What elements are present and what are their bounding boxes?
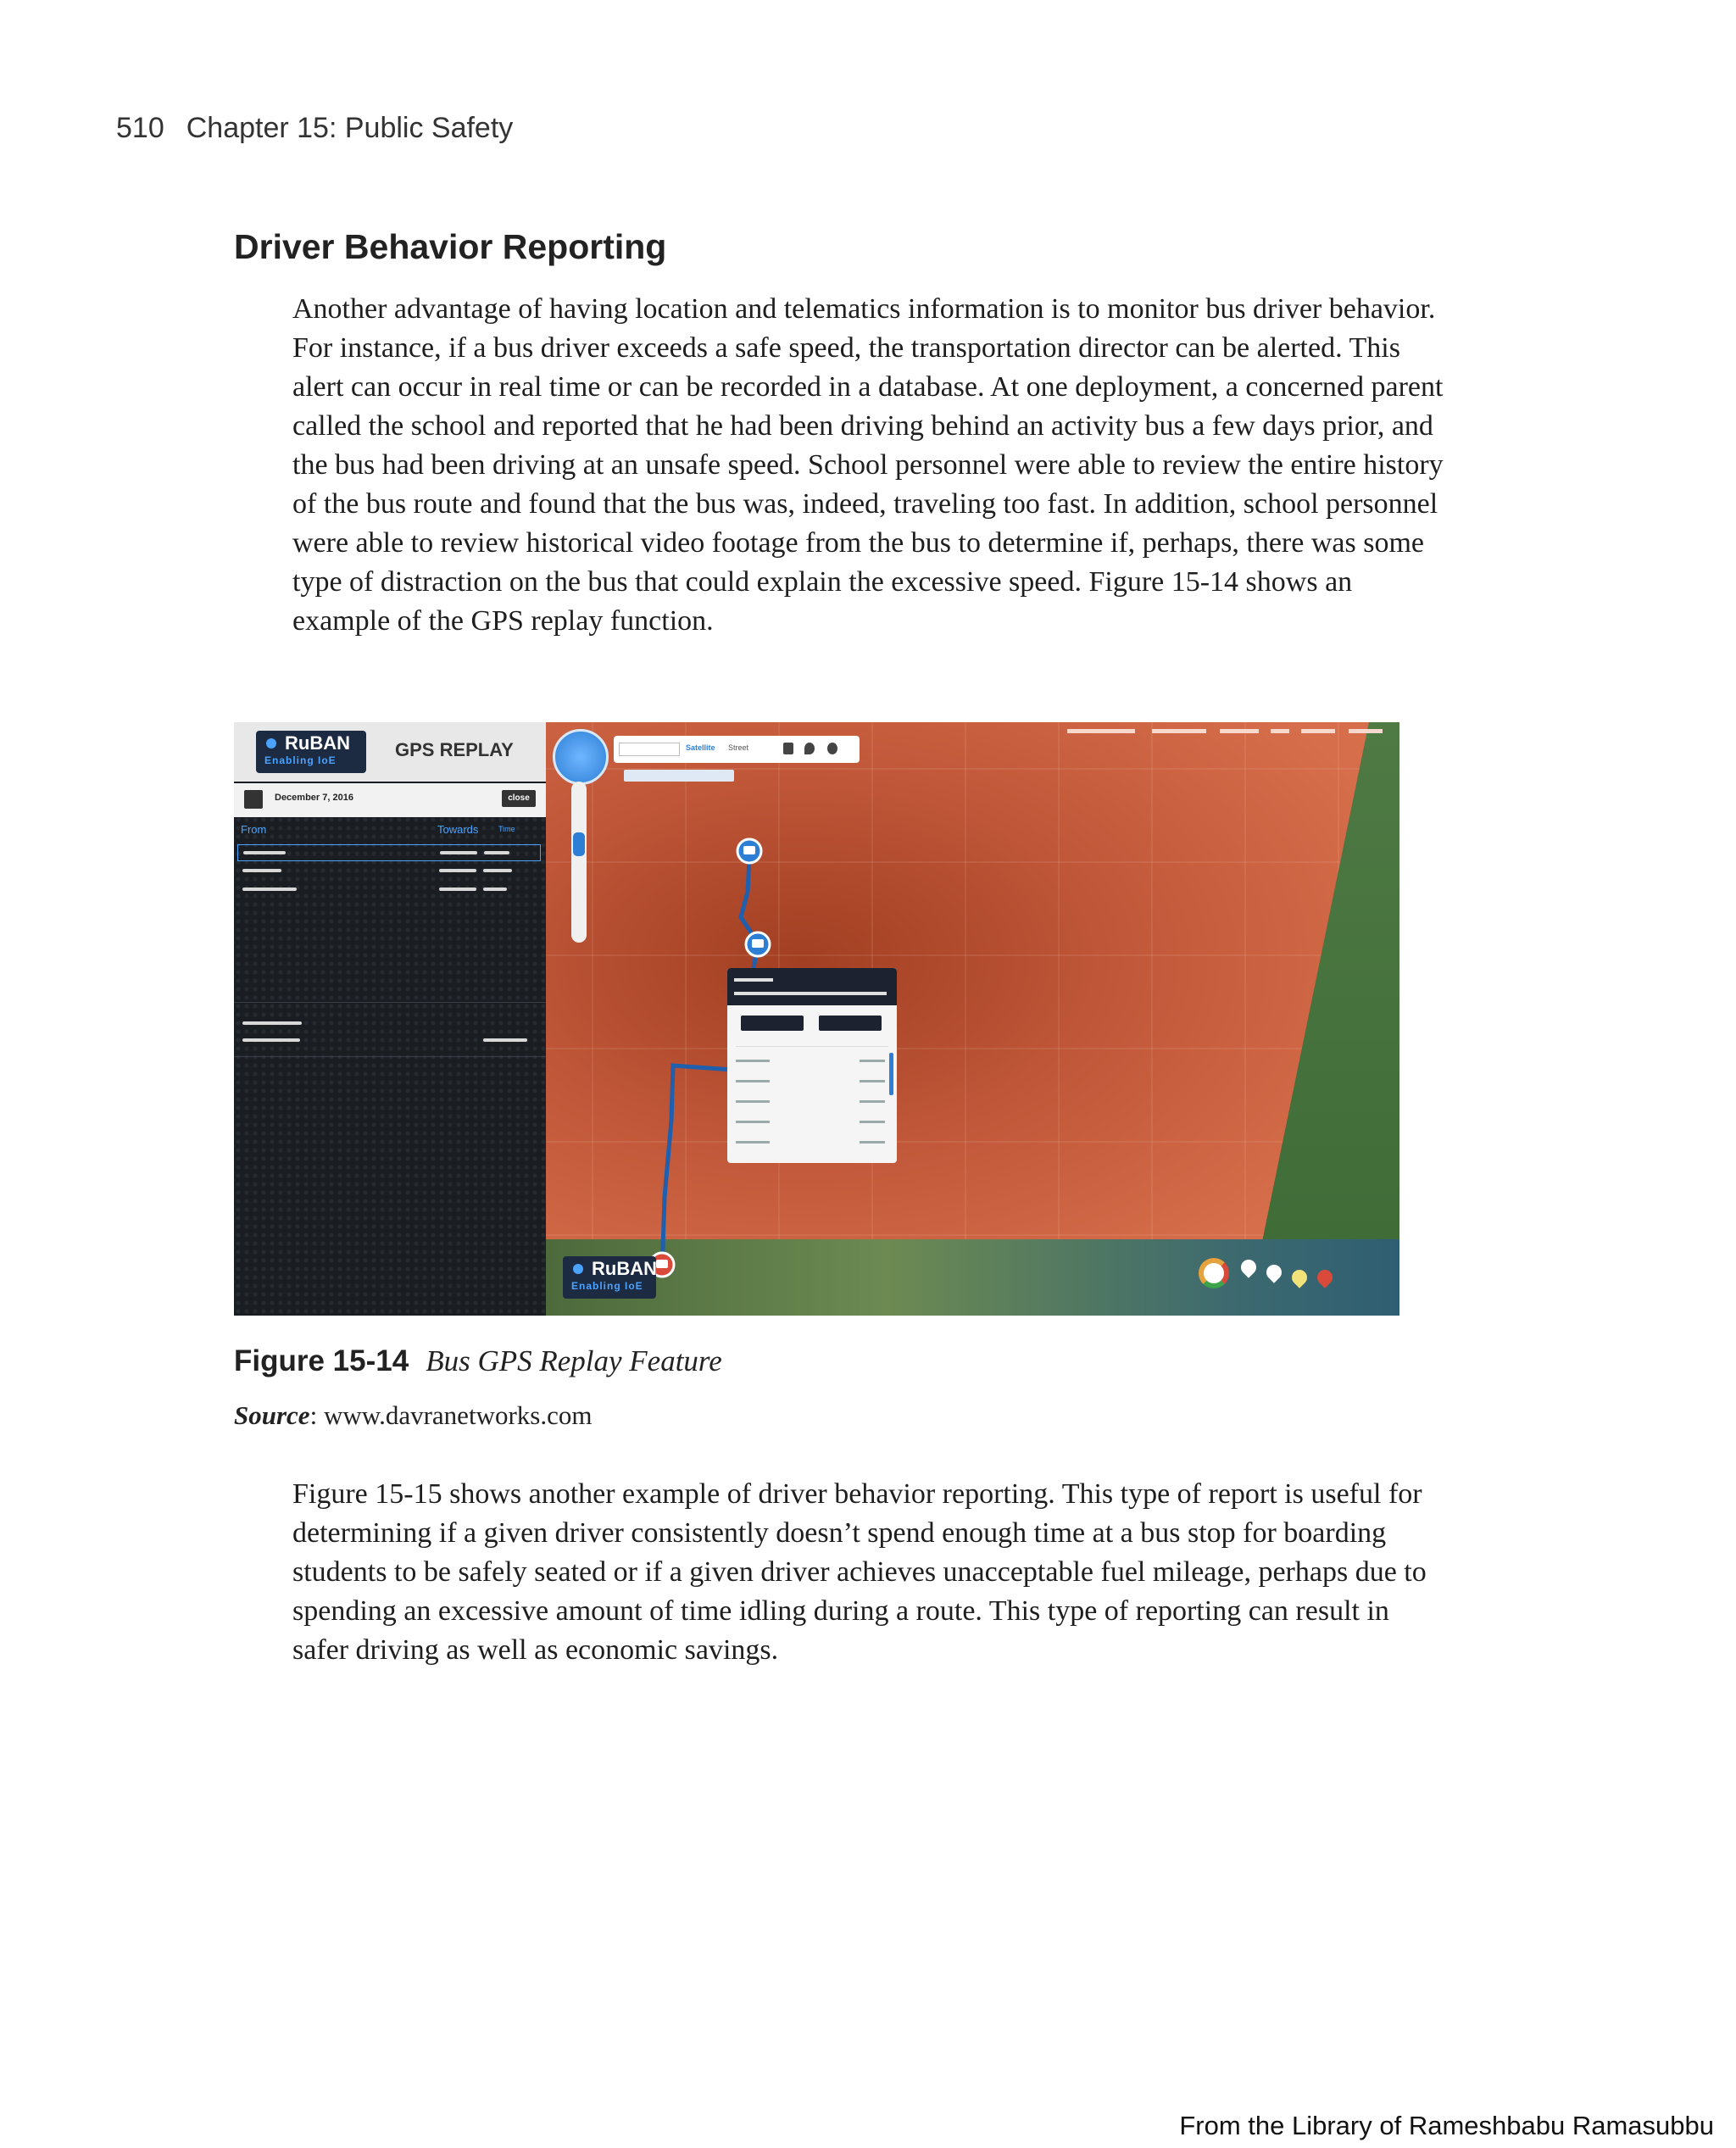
close-button[interactable]: close [502,790,536,807]
route-row[interactable] [237,863,539,878]
section-title: Driver Behavior Reporting [234,227,667,266]
route-time [483,869,512,872]
satellite-map[interactable] [546,722,1399,1316]
snapshot-title [734,978,773,982]
route-time [484,851,509,854]
replay-panel-header [234,722,546,782]
event-duration [483,1038,527,1042]
bus-route-path [546,722,1399,1316]
figure-caption [234,1344,722,1378]
source-value: : www.davranetworks.com [309,1400,593,1430]
figure-title: Bus GPS Replay Feature [426,1344,722,1377]
logo-tagline: Enabling IoE [264,754,337,766]
route-from [242,888,297,891]
route-towards [440,851,477,854]
metric-label [736,1121,770,1123]
body-paragraph-1: Another advantage of having location and telematics information is to monitor bus driver behavior. For instance, if a bus driver exceeds a safe speed, the transportation director can be alerted. This alert can occur in real time or can be recorded in a database. At one deployment, a concerned parent called the school and reported that he had been driving behind an activity bus a few days prior, and the bus had been driving at an unsafe speed. School personnel were able to review the entire history of the bus route and found that the bus was, indeed, traveling too fast. In addition, school personnel were able to review historical video footage from the bus to determine if, perhaps, there was some type of distraction on the bus that could explain the excessive speed. Figure 15-14 shows an example of the GPS replay function. [292,293,1444,637]
metric-value [860,1060,885,1062]
snapshot-header [727,968,897,1005]
logo-name: RuBAN [285,732,350,754]
column-from: From [241,823,267,836]
column-towards: Towards [437,823,479,836]
body-paragraph-2: Figure 15-15 shows another example of driver behavior reporting. This type of report is useful for determining if a given driver consistently doesn’t spend enough time at a bus stop for boarding students to be safely seated or if a given driver achieves unacceptable fuel mileage, perhaps due to spending an excessive amount of time idling during a route. This type of reporting can result in safer driving as well as economic savings. [292,1478,1427,1666]
metric-label [736,1080,770,1082]
logo-dot-icon [573,1264,583,1274]
legend-ring-icon [1199,1258,1229,1288]
metric-value [860,1100,885,1103]
panel-divider [234,1056,546,1057]
logo-dot-icon [266,738,276,748]
event-row[interactable] [237,1032,539,1048]
chapter-title: Chapter 15: Public Safety [186,112,514,144]
ruban-logo [256,731,366,773]
satellite-toggle[interactable]: Satellite [686,743,715,752]
figure-gps-replay-screenshot [234,722,1399,1316]
metric-value [860,1121,885,1123]
route-from [242,869,281,872]
column-time: Time [498,825,515,833]
replay-date: December 7, 2016 [275,793,353,803]
bus-icon[interactable] [746,932,770,956]
event-row[interactable] [237,1016,539,1031]
panel-divider [234,1002,546,1003]
logo-name: RuBAN [592,1258,657,1279]
metric-label [736,1141,770,1144]
snapshot-range [734,992,887,995]
snapshot-scrollbar[interactable] [889,1053,893,1095]
running-head [116,112,513,145]
incidents-button[interactable] [819,1016,882,1031]
source-label: Source [234,1400,310,1430]
ruban-logo-watermark [563,1256,656,1299]
metric-label [736,1060,770,1062]
metric-value [860,1141,885,1144]
page-number: 510 [116,112,164,144]
calendar-icon[interactable] [244,790,263,809]
date-bar [234,783,546,817]
route-row[interactable] [237,844,541,861]
route-towards [439,888,476,891]
metric-value [860,1080,885,1082]
route-towards [439,869,476,872]
library-footer: From the Library of Rameshbabu Ramasubbu [1179,2111,1714,2140]
snapshot-popup [727,968,897,1163]
route-column-headers [234,819,546,841]
metric-label [736,1100,770,1103]
gps-replay-title: GPS REPLAY [395,739,514,760]
street-toggle[interactable]: Street [728,743,749,752]
bus-icon[interactable] [737,839,761,863]
snapshot-divider [736,1046,888,1047]
logo-tagline: Enabling IoE [571,1280,643,1292]
event-time [242,1021,302,1025]
replay-side-panel [234,722,546,1316]
route-time [483,888,507,891]
event-time [242,1038,300,1042]
figure-label: Figure 15-14 [234,1344,409,1377]
figure-source [234,1400,592,1431]
route-row[interactable] [237,882,539,897]
route-from [243,851,286,854]
metrics-button[interactable] [741,1016,804,1031]
